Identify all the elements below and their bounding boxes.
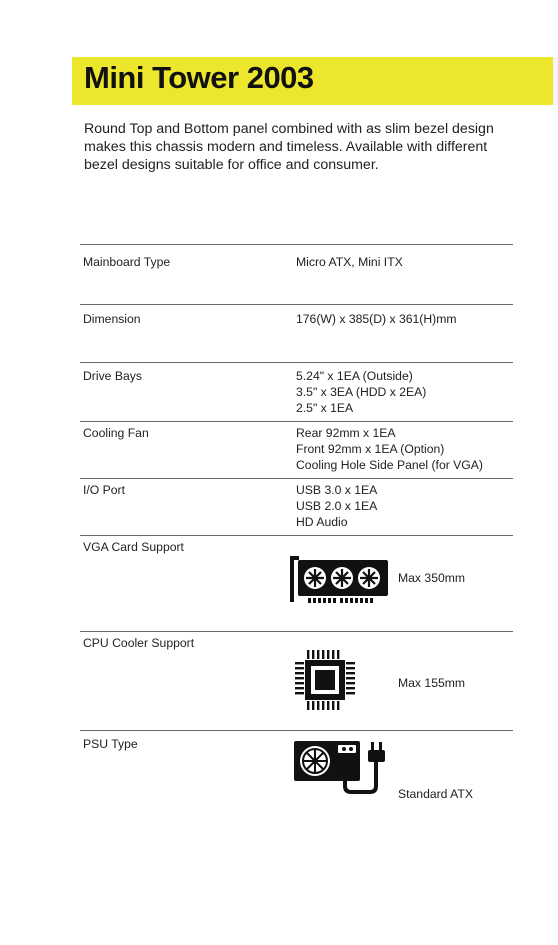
- divider: [80, 362, 513, 363]
- spec-label-mainboard-type: Mainboard Type: [83, 255, 171, 269]
- spec-value-io-port-1: USB 3.0 x 1EA: [296, 483, 378, 497]
- spec-value-drive-bays-3: 2.5" x 1EA: [296, 401, 354, 415]
- spec-value-drive-bays-2: 3.5" x 3EA (HDD x 2EA): [296, 385, 427, 399]
- power-supply-icon: [293, 738, 388, 805]
- spec-value-mainboard-type: Micro ATX, Mini ITX: [296, 255, 403, 269]
- graphics-card-icon: [290, 554, 390, 611]
- divider: [80, 421, 513, 422]
- spec-value-cooling-fan-1: Rear 92mm x 1EA: [296, 426, 396, 440]
- spec-label-dimension: Dimension: [83, 312, 141, 326]
- cpu-chip-icon: [293, 648, 357, 717]
- page-title: Mini Tower 2003: [84, 60, 314, 95]
- spec-label-io-port: I/O Port: [83, 483, 125, 497]
- spec-value-drive-bays-1: 5.24" x 1EA (Outside): [296, 369, 413, 383]
- divider: [80, 304, 513, 305]
- page-edge: [553, 57, 558, 105]
- cpu-cooler-max-height: Max 155mm: [398, 676, 466, 690]
- divider: [80, 730, 513, 731]
- spec-label-cpu-cooler-support: CPU Cooler Support: [83, 636, 195, 650]
- spec-label-drive-bays: Drive Bays: [83, 369, 142, 383]
- spec-value-io-port-2: USB 2.0 x 1EA: [296, 499, 378, 513]
- vga-max-length: Max 350mm: [398, 571, 466, 585]
- spec-value-io-port-3: HD Audio: [296, 515, 348, 529]
- spec-label-vga-card-support: VGA Card Support: [83, 540, 184, 554]
- intro-paragraph: Round Top and Bottom panel combined with as slim bezel design makes this chassis modern and timeless. Available with different bezel designs suitable for office and consumer.: [84, 121, 494, 173]
- divider: [80, 244, 513, 245]
- divider: [80, 631, 513, 632]
- spec-label-cooling-fan: Cooling Fan: [83, 426, 149, 440]
- spec-label-psu-type: PSU Type: [83, 737, 138, 751]
- divider: [80, 535, 513, 536]
- spec-value-dimension: 176(W) x 385(D) x 361(H)mm: [296, 312, 457, 326]
- spec-value-cooling-fan-2: Front 92mm x 1EA (Option): [296, 442, 445, 456]
- spec-value-cooling-fan-3: Cooling Hole Side Panel (for VGA): [296, 458, 483, 472]
- psu-standard: Standard ATX: [398, 787, 473, 801]
- divider: [80, 478, 513, 479]
